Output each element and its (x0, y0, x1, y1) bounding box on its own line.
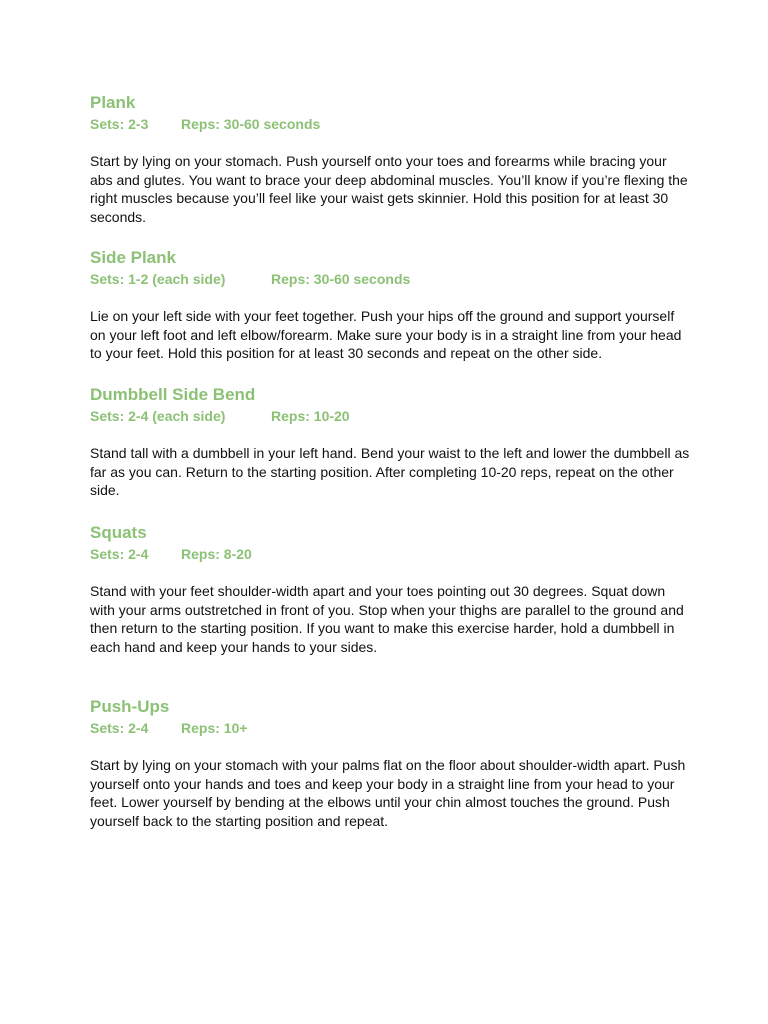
exercise-description: Stand with your feet shoulder-width apart and your toes pointing out 30 degrees. Squat down with your arms outstretched in front of you. Stop when your thighs are parallel to the ground and then return to the starting position. If you want to make this exercise harder, hold a dumbbell in each hand and keep your hands to your sides. (90, 583, 684, 655)
exercise-description: Start by lying on your stomach. Push yourself onto your toes and forearms while bracing your abs and glutes. You want to brace your deep abdominal muscles. You’ll know if you’re flexing the right muscles because you’ll feel like your waist gets skinnier. Hold this position for at least 30 seconds. (90, 153, 688, 225)
exercise-sets: Sets: 2-4 (90, 546, 149, 562)
exercise-description: Stand tall with a dumbbell in your left hand. Bend your waist to the left and lower the dumbbell as far as you can. Return to the starting position. After completing 10-20 reps, repeat on the other side. (90, 445, 690, 499)
exercise-reps: Reps: 8-20 (181, 546, 252, 562)
exercise-squats (90, 523, 690, 655)
exercise-meta (90, 271, 690, 289)
exercise-sets: Sets: 1-2 (each side) (90, 271, 226, 287)
exercise-dumbbell-side-bend (90, 385, 690, 499)
exercise-plank (90, 93, 690, 225)
exercise-side-plank (90, 248, 690, 362)
exercise-title: Push-Ups (90, 697, 170, 716)
exercise-push-ups (90, 697, 690, 829)
exercise-reps: Reps: 10-20 (271, 408, 350, 424)
exercise-reps: Reps: 10+ (181, 720, 248, 736)
exercise-meta (90, 720, 690, 738)
exercise-sets: Sets: 2-4 (each side) (90, 408, 226, 424)
exercise-reps: Reps: 30-60 seconds (271, 271, 411, 287)
exercise-title: Squats (90, 523, 147, 542)
exercise-reps: Reps: 30-60 seconds (181, 116, 321, 132)
exercise-description: Start by lying on your stomach with your palms flat on the floor about shoulder-width apart. Push yourself onto your hands and toes and keep your body in a straight line from your head to your feet. Lower yourself by bending at the elbows until your chin almost touches the ground. Push yourself back to the starting position and repeat. (90, 757, 686, 829)
exercise-title: Side Plank (90, 248, 176, 267)
exercise-meta (90, 116, 690, 134)
exercise-meta (90, 408, 690, 426)
exercise-sets: Sets: 2-4 (90, 720, 149, 736)
exercise-title: Plank (90, 93, 136, 112)
exercise-description: Lie on your left side with your feet together. Push your hips off the ground and support yourself on your left foot and left elbow/forearm. Make sure your body is in a straight line from your head to your feet. Hold this position for at least 30 seconds and repeat on the other side. (90, 308, 682, 362)
exercise-sets: Sets: 2-3 (90, 116, 149, 132)
exercise-meta (90, 546, 690, 564)
exercise-title: Dumbbell Side Bend (90, 385, 256, 404)
